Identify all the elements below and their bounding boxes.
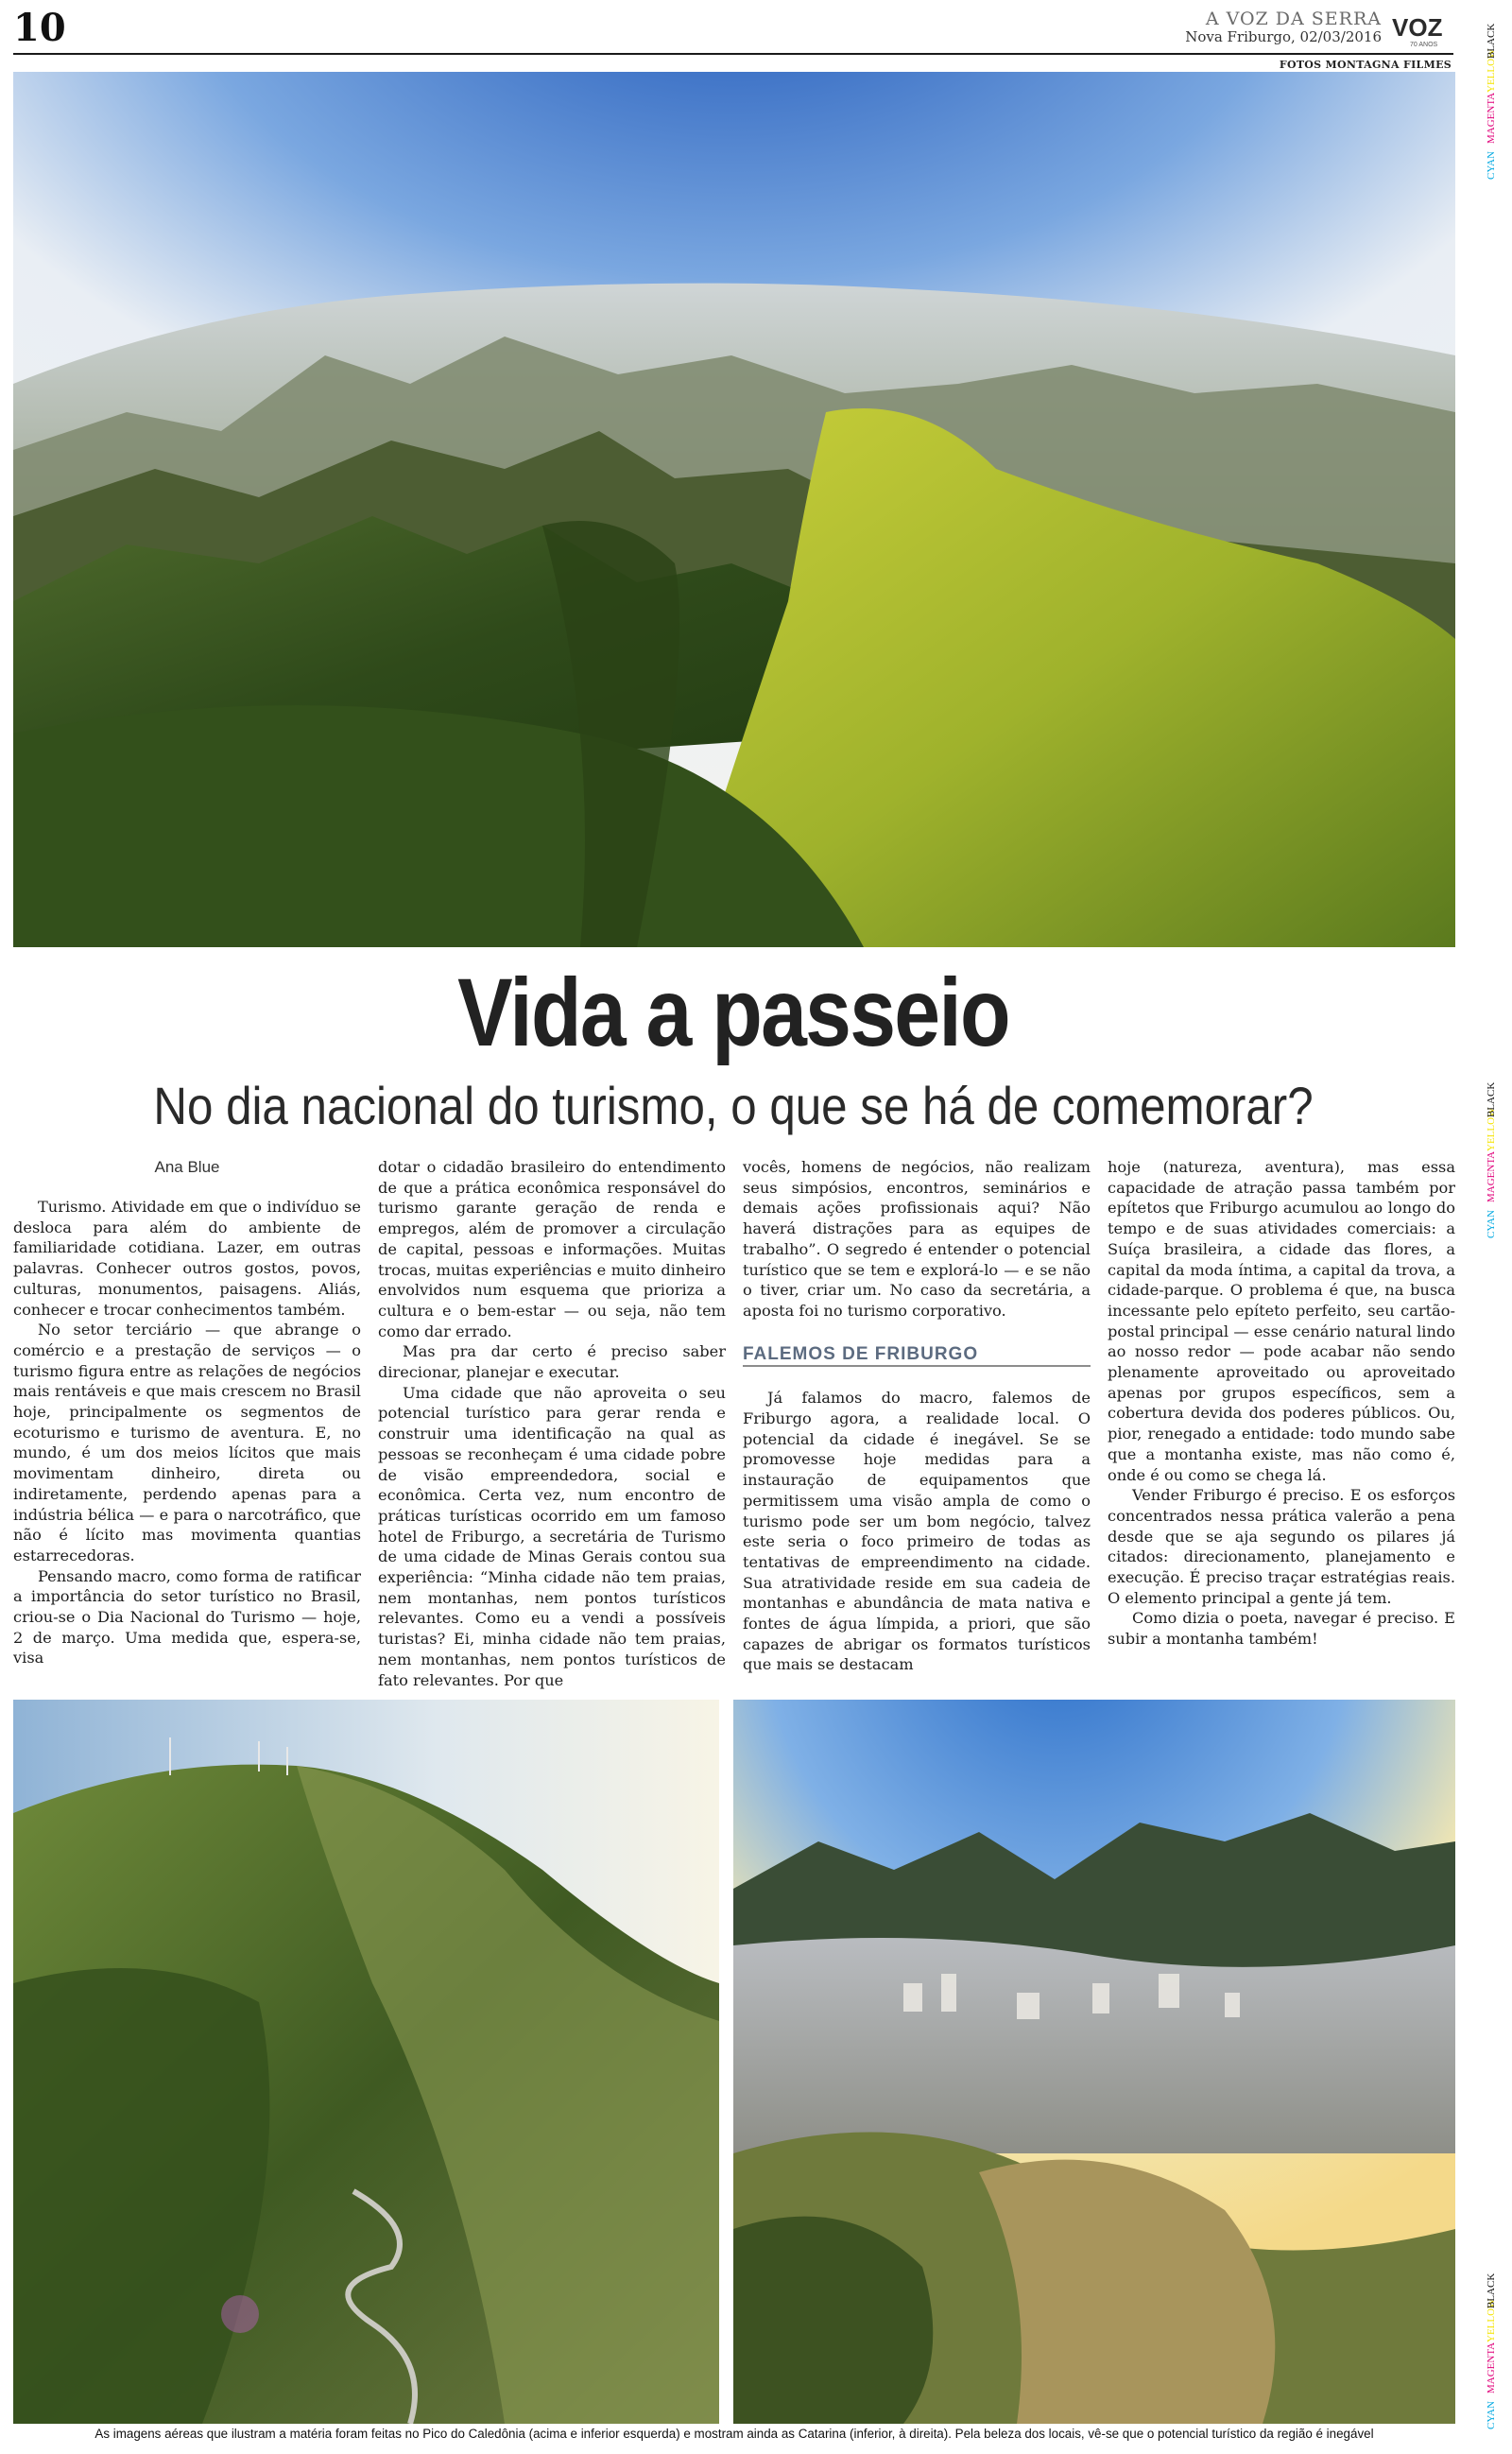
cmyk-magenta: MAGENTA: [1486, 1150, 1497, 1202]
cmyk-cyan: CYAN: [1486, 1210, 1497, 1238]
issue-date: Nova Friburgo, 02/03/2016: [1185, 28, 1382, 45]
paragraph: Vender Friburgo é preciso. E os esforços concentrados nessa prática valerão a pena desde que se aja segundo os pilares já citados: direcionamento, planejamento e execução. É preciso traçar estratégias reais. O elemento principal a gente já tem.: [1108, 1486, 1455, 1607]
cmyk-bar-top: [1486, 23, 1504, 180]
publication-name: A VOZ DA SERRA: [1205, 9, 1382, 29]
paragraph: Pensando macro, como forma de ratificar a importância do setor turístico no Brasil, criou-se o Dia Nacional do Turismo — hoje, 2 de março. Uma medida que, espera-se, visa: [13, 1566, 361, 1668]
article-column-1: [13, 1157, 361, 1668]
cmyk-black: BLACK: [1486, 2273, 1497, 2308]
peak-road-photo: [13, 1700, 719, 2424]
cmyk-magenta: MAGENTA: [1486, 92, 1497, 144]
aerial-mountain-photo: [13, 72, 1455, 947]
byline: Ana Blue: [154, 1158, 220, 1176]
article-column-2: [378, 1157, 726, 1690]
cmyk-yellow: YELLOW: [1486, 48, 1497, 93]
cmyk-cyan: CYAN: [1486, 151, 1497, 180]
paragraph: Mas pra dar certo é preciso saber direcionar, planejar e executar.: [378, 1342, 726, 1382]
paragraph: No setor terciário — que abrange o comércio e a prestação de serviços — o turismo figura entre as relações de negócios mais rentáveis e que mais crescem no Brasil hoje, principalmente os segmentos de ecoturismo e turismo de aventura. E, no mundo, é um dos meios lícitos que mais movimentam dinheiro, direta ou indiretamente, perdendo apenas para a indústria bélica — e para o narcotráfico, que não é lícito mas movimenta quantias estarrecedoras.: [13, 1321, 361, 1564]
paragraph: vocês, homens de negócios, não realizam seus simpósios, encontros, seminários e demais ações profissionais aqui? Não haverá distrações para as equipes de trabalho”. O segredo é entender o potencial turístico que se tem e explorá-lo — e se não o tiver, criar um. No caso da secretária, a aposta foi no turismo corporativo.: [743, 1158, 1091, 1320]
paragraph: Turismo. Atividade em que o indivíduo se desloca para além do ambiente de familiaridade cotidiana. Lazer, em outras palavras. Conhecer outros gostos, povos, culturas, monumentos, paisagens. Aliás, conhecer e trocar conhecimentos também.: [13, 1198, 361, 1319]
cmyk-yellow: YELLOW: [1486, 2298, 1497, 2342]
masthead: [1185, 9, 1382, 45]
logo-text: VOZ: [1392, 13, 1443, 42]
cmyk-cyan: CYAN: [1486, 2401, 1497, 2429]
paragraph: Uma cidade que não aproveita o seu potencial turístico para gerar renda e construir uma identificação na qual as pessoas se reconheçam é uma cidade pobre de visão empreendedora, social e econômica. Certa vez, num encontro de práticas turísticas ocorrido em um famoso hotel de Friburgo, a secretária de Turismo de uma cidade de Minas Gerais contou sua experiência: “Minha cidade não tem praias, nem montanhas, nem pontos turísticos relevantes. Como eu a vendi a possíveis turistas? Ei, minha cidade não tem praias, nem montanhas, nem pontos turísticos de fato relevantes. Por que: [378, 1383, 726, 1689]
paragraph: hoje (natureza, aventura), mas essa capacidade de atração passa também por epítetos que Friburgo acumulou ao longo do tempo e de suas atividades comerciais: a Suíça brasileira, a cidade das flores, a capital da moda íntima, a capital da trova, a cidade-parque. O problema é que, na busca incessante pelo epíteto perfeito, seu cartão-postal principal — esse cenário natural lindo ao nosso redor — pode acabar não sendo plenamente aproveitado ou aproveitado apenas por grupos específicos, sem a cobertura devida dos poderes públicos. Ou, pior, renegado a entidade: todo mundo sabe que a montanha existe, mas não como é, onde é ou como se chega lá.: [1108, 1158, 1455, 1484]
cmyk-magenta: MAGENTA: [1486, 2342, 1497, 2394]
cmyk-black: BLACK: [1486, 23, 1497, 59]
photo-caption: As imagens aéreas que ilustram a matéria foram feitas no Pico do Caledônia (acima e inferior esquerda) e mostram ainda as Catarina (inferior, à direita). Pela beleza dos locais, vê-se que o potencial turístico da região é inegável: [94, 2427, 1374, 2441]
logo-subtext: 70 ANOS: [1410, 42, 1438, 48]
newspaper-logo: [1389, 11, 1452, 49]
paragraph: Já falamos do macro, falemos de Friburgo agora, a realidade local. O potencial da cidade é inegável. Se se promovesse hoje medidas para a instauração de equipamentos que permitissem uma visão ampla de como o turismo pode ser um bom negócio, talvez este seria o foco primeiro de todas as tentativas de empreendimento na cidade. Sua atratividade reside em sua cadeia de montanhas e abundância de mata nativa e fontes de água límpida, a priori, que são capazes de abrigar os formatos turísticos que mais se destacam: [743, 1389, 1091, 1674]
paragraph: Como dizia o poeta, navegar é preciso. E subir a montanha também!: [1108, 1609, 1455, 1649]
cmyk-bar-bottom: [1486, 2273, 1504, 2429]
photo-credit: FOTOS MONTAGNA FILMES: [1279, 59, 1452, 71]
cmyk-black: BLACK: [1486, 1081, 1497, 1117]
city-valley-photo: [733, 1700, 1455, 2424]
header-rule: [13, 53, 1453, 55]
article-title: Vida a passeio: [457, 959, 1009, 1066]
paragraph: dotar o cidadão brasileiro do entendimento de que a prática econômica responsável do turismo garante geração de renda e empregos, além de promover a circulação de capital, pessoas e informações. Muitas trocas, muitas experiências e muito dinheiro envolvidos num esquema que prioriza a cultura e o bem-estar — ou seja, não tem como dar errado.: [378, 1158, 726, 1340]
article-column-3: [743, 1157, 1091, 1675]
cmyk-bar-middle: [1486, 1081, 1504, 1238]
cmyk-yellow: YELLOW: [1486, 1107, 1497, 1151]
section-heading: FALEMOS DE FRIBURGO: [743, 1344, 1091, 1368]
page-number: 10: [13, 6, 66, 50]
article-subtitle: No dia nacional do turismo, o que se há de comemorar?: [153, 1076, 1314, 1135]
article-column-4: [1108, 1157, 1455, 1650]
